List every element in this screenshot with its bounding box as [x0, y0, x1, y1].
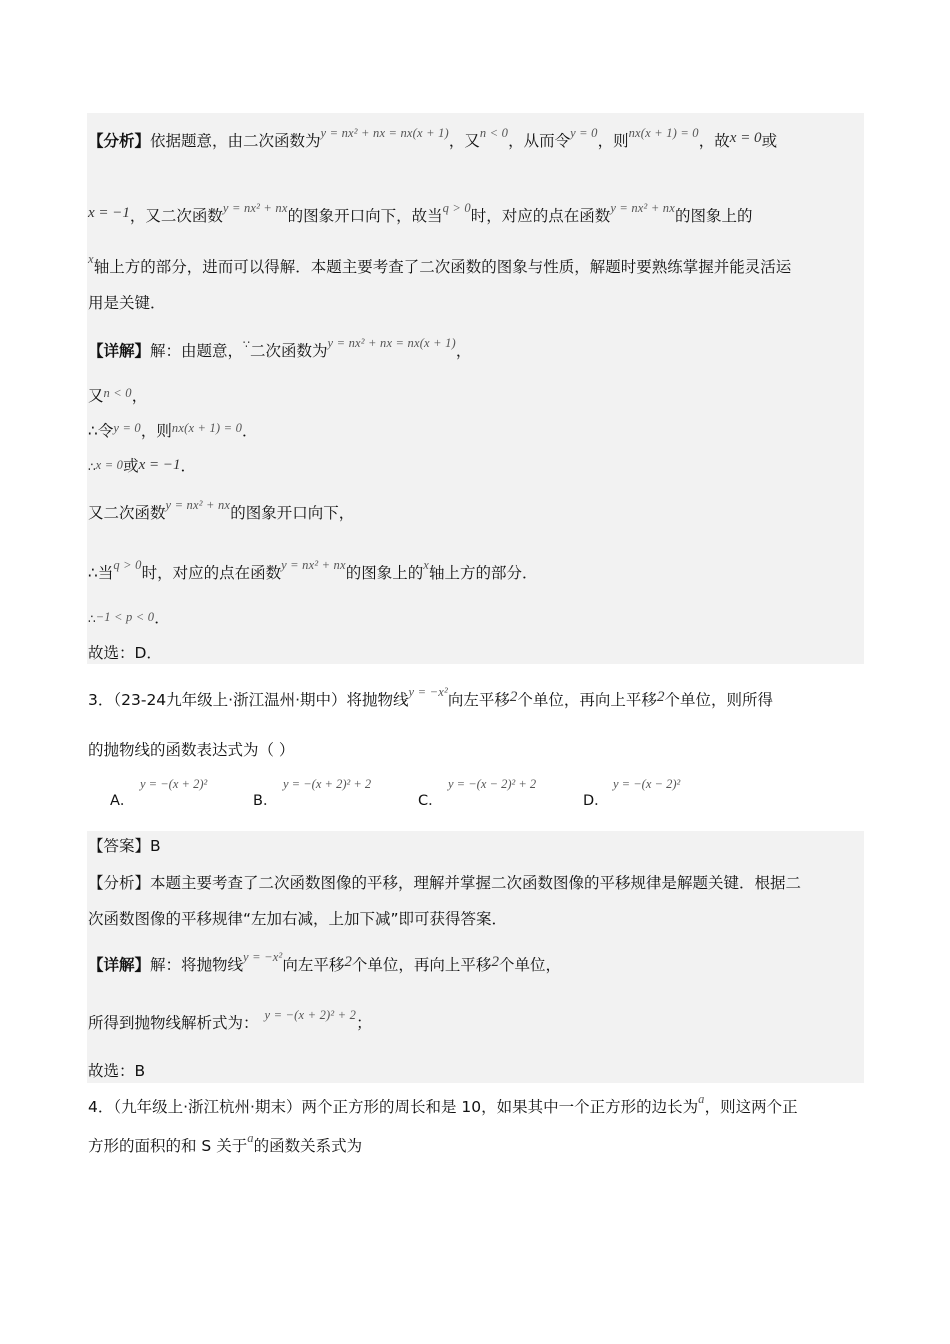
choice-line: 故选：D． [88, 644, 162, 662]
detail-line-2: 又$^{n < 0}$， [88, 386, 148, 405]
question-4-line-2: 方形的面积的和 S 关于$^a$的函数关系式为 [88, 1131, 363, 1155]
detail-line-6: ∴当$^{q > 0}$时，对应的点在函数$^{y = nx^2 + nx}$的图象上的$^x$轴上方的部分． [88, 558, 538, 582]
option-a-label[interactable]: A． [110, 793, 135, 809]
option-b-expr: y = −(x + 2)² + 2 [283, 777, 372, 791]
detail-q3-line-2: 所得到抛物线解析式为： $^{y = -(x + 2)^2 + 2}$； [88, 1008, 372, 1032]
analysis-line-2: x = −1，又二次函数$^{y = nx^2 + nx}$的图象开口向下，故当$^{q > 0}$时，对应的点在函数$^{y = nx^2 + nx}$的图象上的 [88, 201, 753, 225]
detail-line-3: ∴令$^{y = 0}$，则$^{nx(x + 1) = 0}$． [88, 421, 258, 440]
detail-line-5: 又二次函数$^{y = nx^2 + nx}$的图象开口向下， [88, 498, 355, 522]
analysis-q3-line-1: 【分析】本题主要考查了二次函数图像的平移，理解并掌握二次函数图像的平移规律是解题关键．根据二 [88, 874, 802, 892]
analysis-q3-line-2: 次函数图像的平移规律“左加右减，上加下减”即可获得答案． [88, 910, 508, 928]
option-d-expr: y = −(x − 2)² [613, 777, 681, 791]
option-c-label[interactable]: C． [418, 793, 443, 809]
option-d-label[interactable]: D． [583, 793, 609, 809]
detail-line-1: 【详解】解：由题意，∵二次函数为$^{y = nx^2 + nx = nx(x + 1)}$， [88, 336, 472, 360]
analysis-line-4: 用是关键． [88, 294, 166, 312]
question-3-line-1: 3．（23-24九年级上·浙江温州·期中）将抛物线$^{y = -x^2}$向左平移2个单位，再向上平移2个单位，则所得 [88, 685, 773, 709]
option-a-expr: y = −(x + 2)² [140, 777, 208, 791]
choice-q3-line: 故选：B [88, 1062, 146, 1080]
option-c-expr: y = −(x − 2)² + 2 [448, 777, 537, 791]
detail-q3-line-1: 【详解】解：将抛物线$^{y = -x^2}$向左平移2个单位，再向上平移2个单位， [88, 950, 561, 974]
question-3-line-2: 的抛物线的函数表达式为（ ） [88, 741, 295, 759]
detail-line-7: ∴−1 < p < 0． [88, 609, 170, 627]
answer-line: 【答案】B [88, 837, 161, 855]
option-b-label[interactable]: B． [253, 793, 278, 809]
analysis-line-1: 【分析】依据题意，由二次函数为$^{y = nx^2 + nx = nx(x + 1)}$，又$^{n < 0}$，从而令$^{y = 0}$，则$^{nx(x + 1) = 0}$，故x = 0或 [88, 126, 778, 150]
question-4-line-1: 4．（九年级上·浙江杭州·期末）两个正方形的周长和是 10，如果其中一个正方形的边长为$^a$，则这两个正 [88, 1092, 798, 1116]
analysis-line-3: $^x$轴上方的部分，进而可以得解．本题主要考查了二次函数的图象与性质，解题时要熟练掌握并能灵活运 [88, 252, 792, 276]
detail-line-4: ∴x = 0或x = −1． [88, 457, 197, 475]
